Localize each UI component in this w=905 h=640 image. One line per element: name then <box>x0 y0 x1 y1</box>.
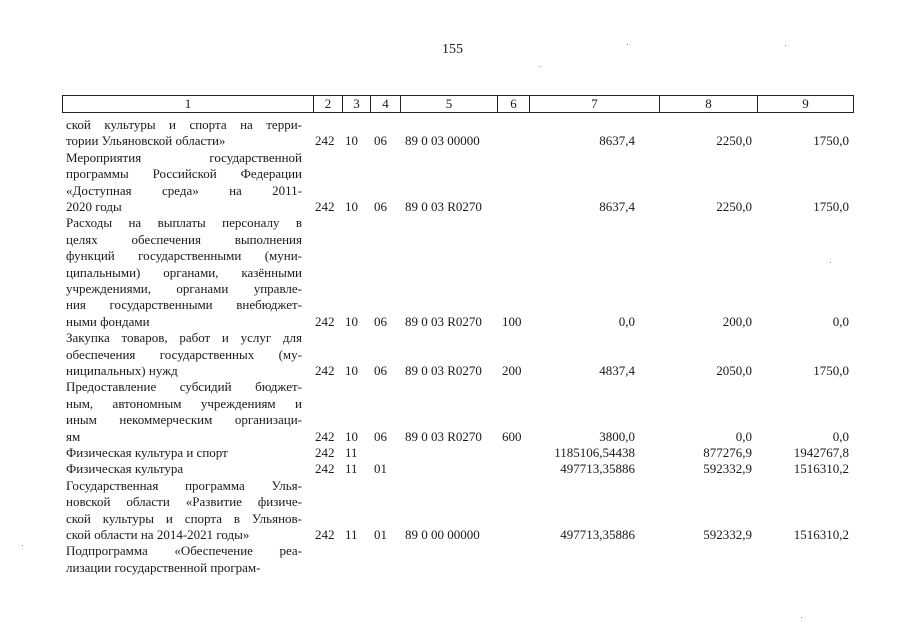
header-col-6: 6 <box>497 96 529 112</box>
cell-c4: 06 <box>374 362 387 378</box>
cell-c7: 8637,4 <box>599 133 635 149</box>
description-line: Закупка товаров, работ и услуг для <box>66 330 302 346</box>
cell-c2: 242 <box>315 198 335 214</box>
cell-c2: 242 <box>315 313 335 329</box>
description-line: Подпрограмма «Обеспечение реа- <box>66 543 302 559</box>
cell-c2: 242 <box>315 362 335 378</box>
cell-c7: 4837,4 <box>599 362 635 378</box>
cell-c7: 497713,35886 <box>560 526 635 542</box>
header-col-9: 9 <box>757 96 853 112</box>
cell-c7: 3800,0 <box>599 428 635 444</box>
cell-c5: 89 0 00 00000 <box>405 526 480 542</box>
cell-c4: 06 <box>374 133 387 149</box>
description-line: программы Российской Федерации <box>66 166 302 182</box>
description-line: Государственная программа Улья- <box>66 477 302 493</box>
cell-c3: 10 <box>345 198 358 214</box>
cell-c6: 100 <box>502 313 522 329</box>
row-description <box>66 379 302 445</box>
cell-c8: 877276,9 <box>703 445 752 460</box>
cell-c7: 1185106,54438 <box>554 445 635 460</box>
description-line: ниципальных) нужд <box>66 363 178 378</box>
cell-c8: 200,0 <box>722 313 752 329</box>
cell-c8: 592332,9 <box>703 461 752 477</box>
cell-c3: 10 <box>345 428 358 444</box>
description-line: ской культуры и спорта на терри- <box>66 117 302 132</box>
description-line: ния государственными внебюджет- <box>66 297 302 313</box>
header-col-1: 1 <box>184 96 192 111</box>
cell-c2: 242 <box>315 445 335 460</box>
row-description <box>66 150 302 216</box>
description-line: ным, автономным учреждениям и <box>66 395 302 411</box>
header-col-8: 8 <box>659 96 757 112</box>
description-line: ской культуры и спорта в Ульянов- <box>66 510 302 526</box>
cell-c9: 1516310,2 <box>793 526 849 542</box>
row-description <box>66 445 302 461</box>
header-col-5: 5 <box>400 96 497 112</box>
description-line: ципальными) органами, казёнными <box>66 264 302 280</box>
description-line: целях обеспечения выполнения <box>66 231 302 247</box>
description-line: Физическая культура и спорт <box>66 445 228 460</box>
description-line: Мероприятия государственной <box>66 149 302 165</box>
scan-speck <box>801 617 802 618</box>
cell-c2: 242 <box>315 428 335 444</box>
cell-c5: 89 0 03 R0270 <box>405 313 482 329</box>
description-line: иным некоммерческим организаци- <box>66 412 302 428</box>
scan-speck <box>627 44 628 45</box>
cell-c9: 0,0 <box>832 313 849 329</box>
cell-c9: 1750,0 <box>813 133 849 149</box>
description-line: тории Ульяновской области» <box>66 133 226 149</box>
scan-speck <box>540 66 541 67</box>
cell-c8: 2250,0 <box>716 133 752 149</box>
page-number: 155 <box>442 42 463 57</box>
description-line: Предоставление субсидий бюджет- <box>66 379 302 395</box>
cell-c3: 11 <box>345 445 358 460</box>
description-line: ными фондами <box>66 313 150 329</box>
cell-c7: 8637,4 <box>599 198 635 214</box>
table-header-row <box>62 95 854 113</box>
header-col-3: 3 <box>342 96 370 112</box>
cell-c4: 01 <box>374 526 387 542</box>
header-col-7: 7 <box>529 96 659 112</box>
description-line: учреждениями, органами управле- <box>66 281 302 297</box>
description-line: Расходы на выплаты персоналу в <box>66 215 302 231</box>
cell-c2: 242 <box>315 133 335 149</box>
header-col-4: 4 <box>370 96 400 112</box>
description-line: обеспечения государственных (му- <box>66 346 302 362</box>
cell-c4: 06 <box>374 428 387 444</box>
cell-c2: 242 <box>315 526 335 542</box>
cell-c3: 10 <box>345 133 358 149</box>
cell-c3: 10 <box>345 362 358 378</box>
cell-c9: 0,0 <box>832 428 849 444</box>
description-line: Физическая культура <box>66 461 184 477</box>
scan-speck <box>830 262 831 263</box>
cell-c8: 2250,0 <box>716 198 752 214</box>
cell-c8: 592332,9 <box>703 526 752 542</box>
row-description <box>66 461 302 477</box>
cell-c3: 10 <box>345 313 358 329</box>
row-description <box>66 330 302 379</box>
cell-c4: 06 <box>374 198 387 214</box>
description-line: лизации государственной програм- <box>66 559 261 575</box>
cell-c3: 11 <box>345 461 358 477</box>
cell-c9: 1516310,2 <box>793 461 849 477</box>
cell-c8: 0,0 <box>735 428 752 444</box>
row-description <box>66 543 302 576</box>
cell-c6: 200 <box>502 362 522 378</box>
header-col-2: 2 <box>313 96 342 112</box>
description-line: функций государственными (муни- <box>66 248 302 264</box>
cell-c5: 89 0 03 R0270 <box>405 428 482 444</box>
cell-c7: 497713,35886 <box>560 461 635 477</box>
scan-speck <box>785 45 786 46</box>
description-line: новской области «Развитие физиче- <box>66 494 302 510</box>
cell-c4: 01 <box>374 461 387 477</box>
row-description <box>66 117 302 150</box>
row-description <box>66 215 302 330</box>
cell-c3: 11 <box>345 526 358 542</box>
cell-c2: 242 <box>315 461 335 477</box>
cell-c6: 600 <box>502 428 522 444</box>
cell-c4: 06 <box>374 313 387 329</box>
cell-c9: 1750,0 <box>813 362 849 378</box>
description-line: ской области на 2014-2021 годы» <box>66 527 250 543</box>
description-line: ям <box>66 428 81 444</box>
cell-c5: 89 0 03 00000 <box>405 133 480 149</box>
description-line: 2020 годы <box>66 199 122 215</box>
cell-c9: 1750,0 <box>813 198 849 214</box>
cell-c7: 0,0 <box>618 313 635 329</box>
description-line: «Доступная среда» на 2011- <box>66 182 302 198</box>
cell-c5: 89 0 03 R0270 <box>405 362 482 378</box>
scan-speck <box>22 545 23 546</box>
cell-c9: 1942767,8 <box>793 445 849 460</box>
cell-c5: 89 0 03 R0270 <box>405 198 482 214</box>
cell-c8: 2050,0 <box>716 362 752 378</box>
row-description <box>66 478 302 544</box>
